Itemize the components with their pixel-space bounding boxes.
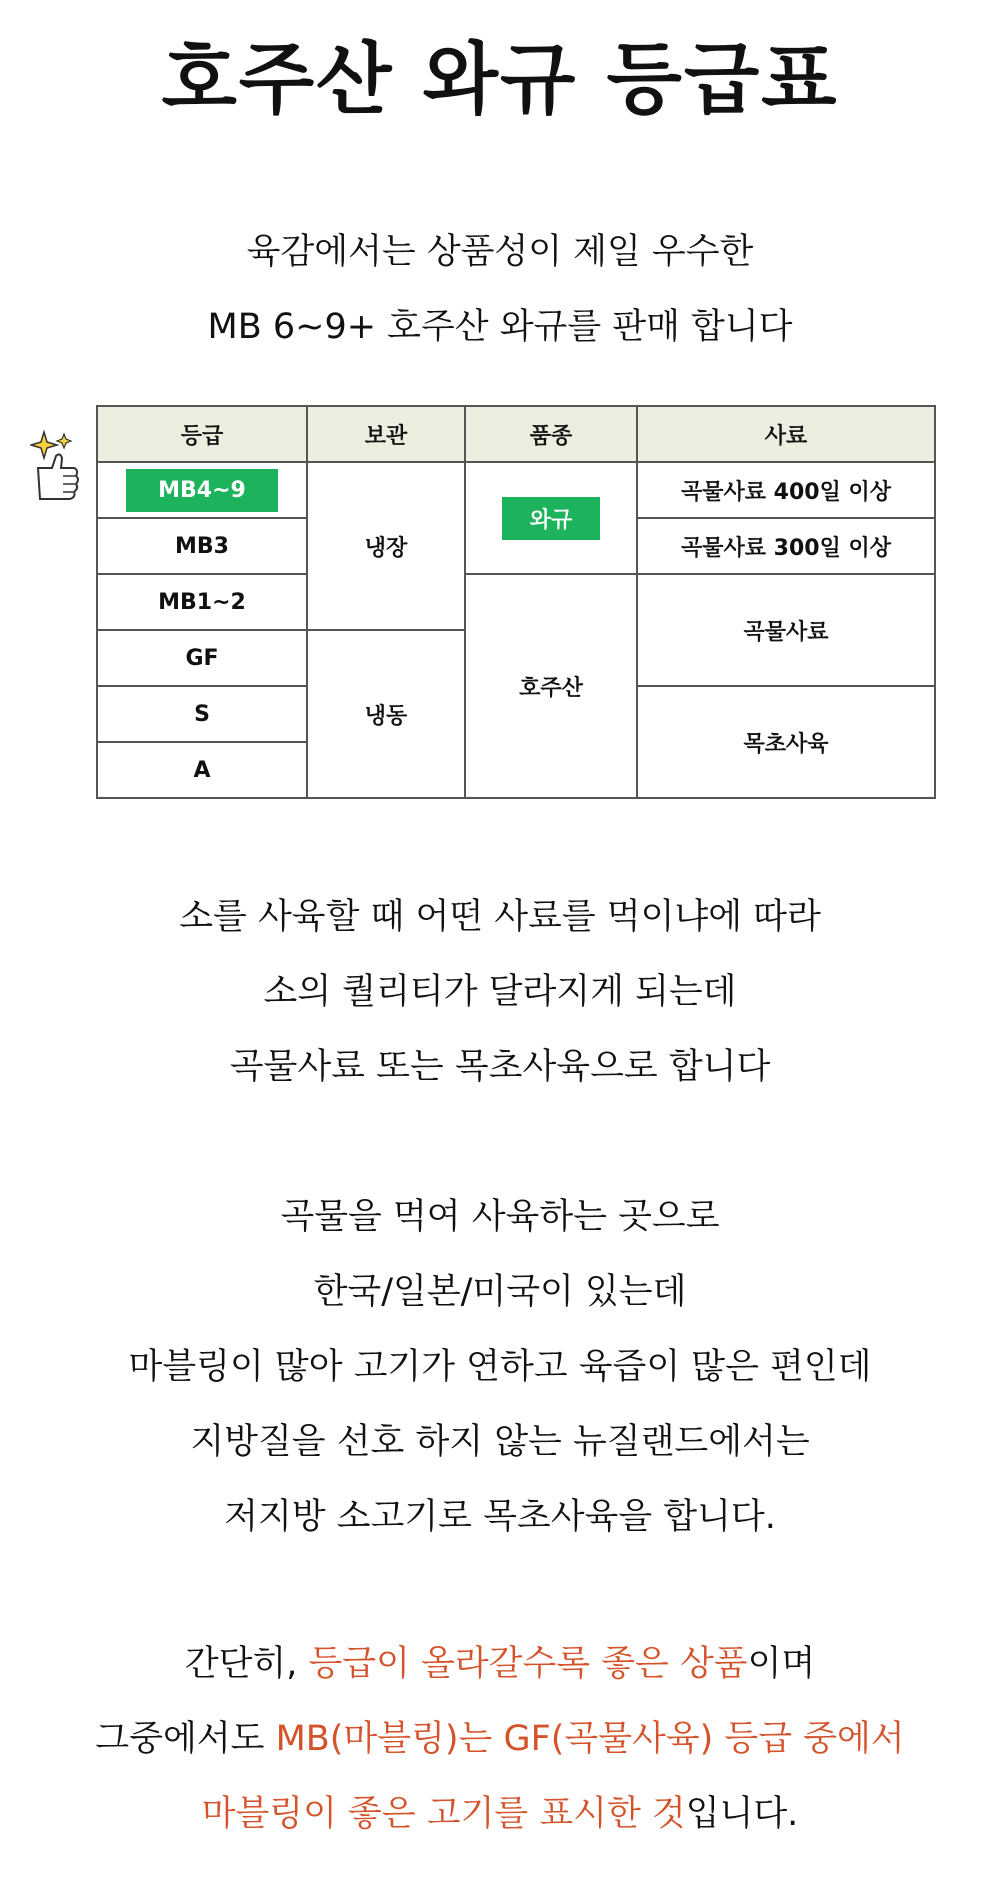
summary-text: 이며 (747, 1644, 816, 1684)
summary-highlight: 등급이 올라갈수록 좋은 상품 (308, 1644, 748, 1684)
page-title: 호주산 와규 등급표 (161, 35, 839, 125)
feed-cell: 곡물사료 (637, 574, 935, 686)
paragraph-grain (0, 1180, 1000, 1555)
header-feed: 사료 (637, 406, 935, 462)
breed-cell: 호주산 (465, 574, 637, 798)
table-row (97, 574, 935, 630)
thumbs-up-sparkle-icon (30, 428, 86, 520)
feed-cell: 목초사육 (637, 686, 935, 798)
header-breed: 품종 (465, 406, 637, 462)
grade-badge: MB4~9 (126, 469, 278, 512)
paragraph-line: 곡물을 먹여 사육하는 곳으로 (280, 1197, 720, 1237)
paragraph-line (0, 1777, 1000, 1852)
breed-badge: 와규 (502, 497, 601, 540)
paragraph-line: 지방질을 선호 하지 않는 뉴질랜드에서는 (190, 1422, 810, 1462)
feed-cell: 곡물사료 400일 이상 (637, 462, 935, 518)
intro-line: 육감에서는 상품성이 제일 우수한 (246, 232, 754, 272)
paragraph-line: 소의 퀄리티가 달라지게 되는데 (263, 972, 737, 1012)
storage-cell: 냉장 (307, 462, 465, 630)
summary-text: 입니다. (685, 1794, 799, 1834)
grade-cell: GF (97, 630, 307, 686)
storage-cell: 냉동 (307, 630, 465, 798)
paragraph-line: 소를 사육할 때 어떤 사료를 먹이냐에 따라 (179, 897, 821, 937)
grade-cell: A (97, 742, 307, 798)
table-header-row (97, 406, 935, 462)
grade-cell: MB3 (97, 518, 307, 574)
breed-cell (465, 462, 637, 574)
paragraph-line: 저지방 소고기로 목초사육을 합니다. (224, 1497, 776, 1537)
summary-highlight: 마블링이 좋은 고기를 표시한 것 (201, 1794, 686, 1834)
header-grade: 등급 (97, 406, 307, 462)
paragraph-line: 곡물사료 또는 목초사육으로 합니다 (229, 1047, 771, 1087)
table-row (97, 462, 935, 518)
grade-table (96, 405, 936, 799)
paragraph-line (0, 1702, 1000, 1777)
intro-text (0, 215, 1000, 365)
grade-cell: S (97, 686, 307, 742)
header-storage: 보관 (307, 406, 465, 462)
paragraph-line: 마블링이 많아 고기가 연하고 육즙이 많은 편인데 (128, 1347, 872, 1387)
summary-highlight: MB(마블링)는 GF(곡물사육) 등급 중에서 (275, 1719, 905, 1759)
grade-cell: MB1~2 (97, 574, 307, 630)
summary-text: 그중에서도 (95, 1719, 276, 1759)
paragraph-summary (0, 1627, 1000, 1852)
paragraph-line: 한국/일본/미국이 있는데 (313, 1272, 687, 1312)
grade-cell (97, 462, 307, 518)
paragraph-feeding (0, 880, 1000, 1105)
intro-line: MB 6~9+ 호주산 와규를 판매 합니다 (207, 307, 793, 347)
paragraph-line (0, 1627, 1000, 1702)
summary-text: 간단히, (184, 1644, 309, 1684)
feed-cell: 곡물사료 300일 이상 (637, 518, 935, 574)
